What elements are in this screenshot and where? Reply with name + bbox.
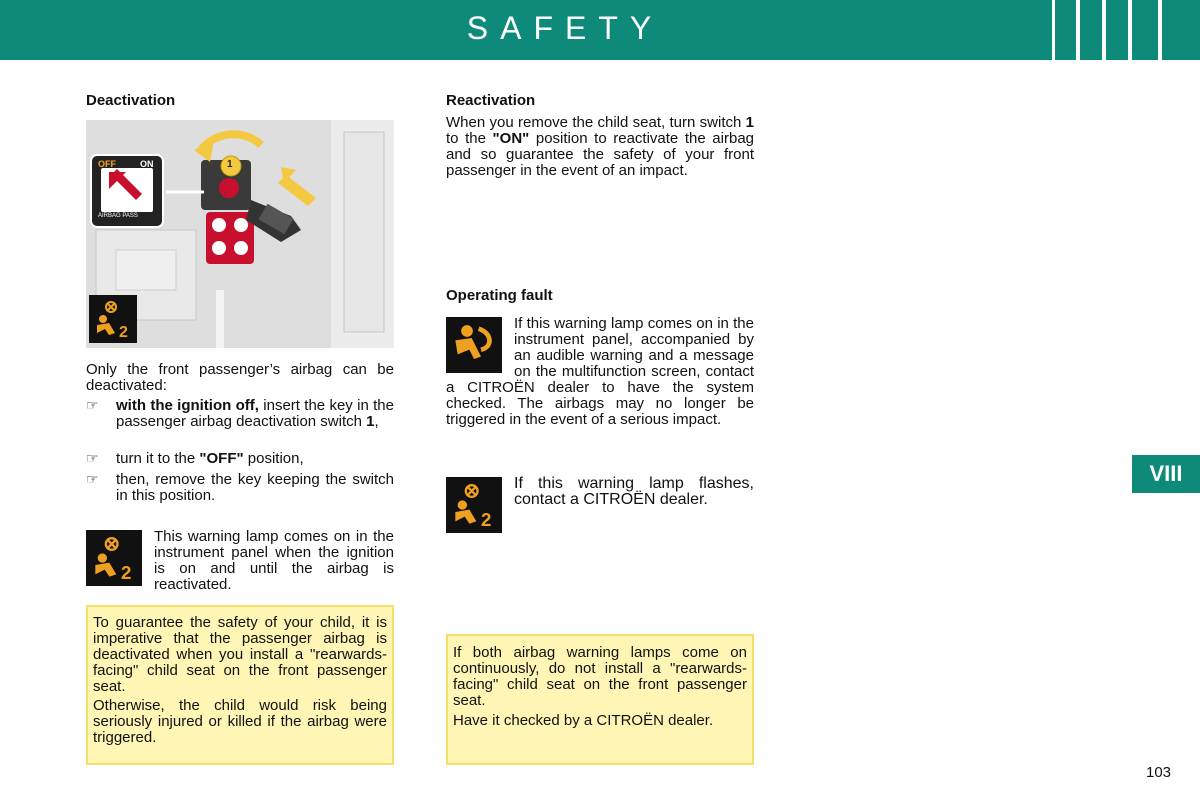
illus-off-label: OFF [98,159,116,169]
airbag-off-icon [446,477,502,533]
illus-on-label: ON [140,159,154,169]
fault-box-p2: Have it checked by a CITROËN dealer. [453,712,714,729]
illus-airbag-label: AIRBAG PASS [98,213,138,219]
hand-pointer-icon: ☞ [86,397,99,413]
svg-text:2: 2 [481,509,492,530]
fault-box-p1: If both airbag warning lamps come on continuously, do not install a "rearwards-facing" child seat on the front passenger seat. [453,644,747,709]
fault-warning-box [446,634,754,765]
airbag-off-icon [89,295,137,343]
operating-fault-heading: Operating fault [446,287,553,304]
fault-lamp2-text: If this warning lamp flashes, contact a CITROËN dealer. [514,475,754,508]
reactivation-heading: Reactivation [446,92,536,109]
fault-lamp1-text: If this warning lamp comes on in the instrument panel, accompanied by an audible warning and a message on the multifunction screen, contact a CITROËN dealer to have the system checked. The airbags may no longer be triggered in the event of a serious impact. [446,315,754,428]
svg-text:2: 2 [121,562,132,583]
svg-text:2: 2 [119,324,128,341]
deactivation-intro: Only the front passenger’s airbag can be deactivated: [86,361,394,394]
hand-pointer-icon: ☞ [86,471,99,487]
deactivation-box-p1: To guarantee the safety of your child, it is imperative that the passenger airbag is deactivated when you install a "rearwards-facing" child seat on the front passenger seat. [93,614,387,695]
header-bar [0,0,1200,60]
page-number: 103 [1146,764,1172,781]
section-tab[interactable]: VIII [1132,455,1200,493]
deactivation-warning-box [86,605,394,765]
deactivation-box-p2: Otherwise, the child would risk being seriously injured or killed if the airbag were triggered. [93,697,387,746]
airbag-off-icon [86,530,142,586]
reactivation-text: When you remove the child seat, turn switch 1 to the "ON" position to reactivate the airbag and so guarantee the safety of your front passenger in the event of an impact. [446,114,754,179]
airbag-switch-illustration [86,120,394,348]
deactivation-heading: Deactivation [86,92,176,109]
header-stripes [1052,0,1200,60]
illus-switch-number: 1 [227,159,233,170]
hand-pointer-icon: ☞ [86,450,99,466]
page-title: SAFETY [466,10,664,46]
deactivation-lamp-text: This warning lamp comes on in the instrument panel when the ignition is on and until the airbag is reactivated. [154,528,394,593]
